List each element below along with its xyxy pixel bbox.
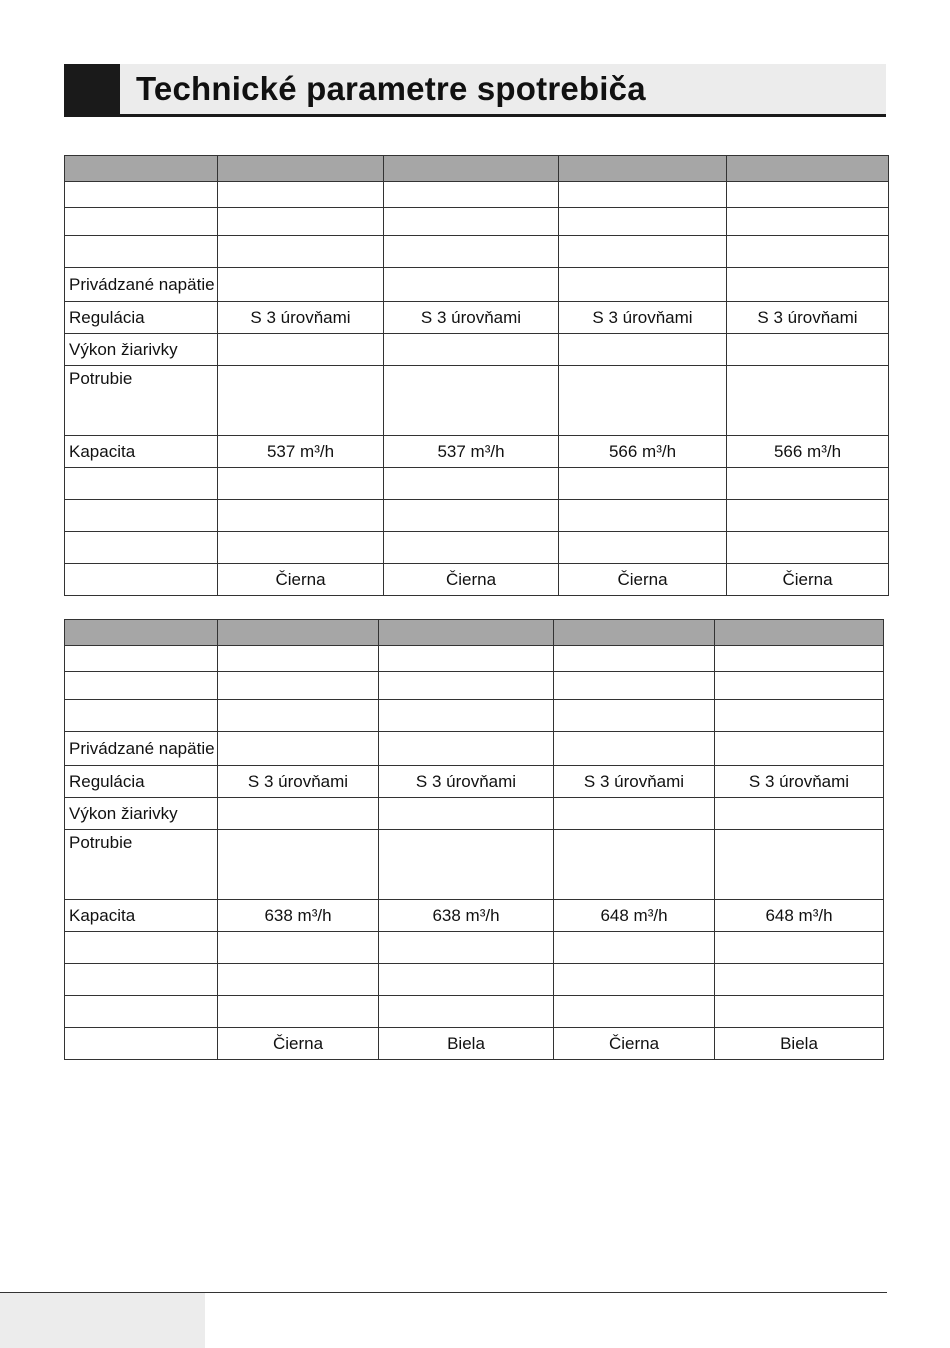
row-label [65, 182, 218, 208]
table-row [65, 468, 889, 500]
table-cell [218, 532, 384, 564]
table-cell: 648 m³/h [554, 900, 715, 932]
table-row [65, 334, 889, 366]
table-cell [379, 672, 554, 700]
table-cell [218, 366, 384, 436]
row-label [65, 468, 218, 500]
table-cell [715, 964, 884, 996]
table-cell: Biela [715, 1028, 884, 1060]
table-cell [218, 334, 384, 366]
table-cell [384, 182, 559, 208]
table-cell [727, 468, 889, 500]
table-cell [715, 672, 884, 700]
table-cell [554, 830, 715, 900]
table-cell: S 3 úrovňami [559, 302, 727, 334]
table-cell [559, 366, 727, 436]
table-cell: Čierna [559, 564, 727, 596]
table-cell [218, 672, 379, 700]
table-cell [727, 208, 889, 236]
table-cell [554, 964, 715, 996]
table-cell [554, 798, 715, 830]
table-cell [218, 268, 384, 302]
row-label [65, 996, 218, 1028]
table-cell [554, 732, 715, 766]
row-label [65, 964, 218, 996]
table-cell [554, 932, 715, 964]
table-cell [218, 236, 384, 268]
table-cell: 537 m³/h [384, 436, 559, 468]
table-cell: S 3 úrovňami [218, 766, 379, 798]
row-label [65, 208, 218, 236]
table-cell [384, 366, 559, 436]
table-row [65, 236, 889, 268]
row-label [65, 532, 218, 564]
table-cell: Biela [379, 1028, 554, 1060]
table-cell [727, 500, 889, 532]
header-cell [715, 620, 884, 646]
table-cell [218, 830, 379, 900]
table-cell: 566 m³/h [559, 436, 727, 468]
table-cell [379, 646, 554, 672]
footer-block [0, 1293, 205, 1348]
table-cell [559, 500, 727, 532]
table-row [65, 646, 884, 672]
table-cell [218, 468, 384, 500]
table-cell [715, 646, 884, 672]
header-cell [218, 620, 379, 646]
table-row [65, 672, 884, 700]
table-cell [727, 268, 889, 302]
table-cell [384, 500, 559, 532]
row-label: Kapacita [65, 436, 218, 468]
table-cell: 537 m³/h [218, 436, 384, 468]
table-cell: Čierna [218, 564, 384, 596]
table-cell [218, 732, 379, 766]
table-cell [727, 532, 889, 564]
table-cell [554, 646, 715, 672]
table-row [65, 182, 889, 208]
table-cell [715, 798, 884, 830]
row-label: Regulácia [65, 302, 218, 334]
table-cell [715, 732, 884, 766]
table-cell: S 3 úrovňami [384, 302, 559, 334]
table-cell [384, 268, 559, 302]
row-label [65, 672, 218, 700]
row-label: Kapacita [65, 900, 218, 932]
table-cell [218, 208, 384, 236]
table-cell [218, 182, 384, 208]
table-row [65, 766, 884, 798]
table-cell: 638 m³/h [379, 900, 554, 932]
table-cell [559, 182, 727, 208]
row-label [65, 700, 218, 732]
table-cell: Čierna [218, 1028, 379, 1060]
table-cell: S 3 úrovňami [727, 302, 889, 334]
table-cell: S 3 úrovňami [218, 302, 384, 334]
table-cell: 566 m³/h [727, 436, 889, 468]
table-cell [559, 532, 727, 564]
table-cell [379, 732, 554, 766]
table-cell [379, 830, 554, 900]
row-label: Výkon žiarivky [65, 798, 218, 830]
header-cell [218, 156, 384, 182]
header-cell [727, 156, 889, 182]
table-cell [218, 500, 384, 532]
row-label [65, 1028, 218, 1060]
row-label [65, 646, 218, 672]
title-block [64, 64, 120, 114]
table-cell [554, 672, 715, 700]
table-cell [379, 932, 554, 964]
table-header-row [65, 620, 884, 646]
row-label [65, 564, 218, 596]
table-row [65, 830, 884, 900]
table-cell [218, 798, 379, 830]
table-cell [384, 334, 559, 366]
table-cell [715, 700, 884, 732]
table-cell [559, 468, 727, 500]
table-cell [559, 208, 727, 236]
table-row [65, 302, 889, 334]
table-row [65, 564, 889, 596]
table-cell [384, 468, 559, 500]
table-cell [554, 700, 715, 732]
table-row [65, 996, 884, 1028]
row-label: Potrubie [65, 830, 218, 900]
row-label: Výkon žiarivky [65, 334, 218, 366]
table-row [65, 208, 889, 236]
header-cell [379, 620, 554, 646]
table-row [65, 932, 884, 964]
header-cell [65, 620, 218, 646]
table-cell [218, 646, 379, 672]
row-label: Regulácia [65, 766, 218, 798]
table-cell: S 3 úrovňami [554, 766, 715, 798]
table-cell: S 3 úrovňami [379, 766, 554, 798]
table-cell: Čierna [384, 564, 559, 596]
table-cell [379, 700, 554, 732]
table-cell [715, 932, 884, 964]
table-cell [218, 964, 379, 996]
table-cell [379, 798, 554, 830]
table-cell [554, 996, 715, 1028]
row-label: Privádzané napätie [65, 268, 218, 302]
table-cell: 648 m³/h [715, 900, 884, 932]
table-row [65, 268, 889, 302]
table-cell [384, 236, 559, 268]
spec-table-1 [64, 155, 889, 596]
table-row [65, 732, 884, 766]
table-cell [218, 996, 379, 1028]
table-row [65, 964, 884, 996]
table-cell [384, 208, 559, 236]
table-cell [727, 334, 889, 366]
table-cell [559, 268, 727, 302]
table-row [65, 366, 889, 436]
title-bar [64, 64, 886, 117]
table-cell [727, 236, 889, 268]
table-cell: S 3 úrovňami [715, 766, 884, 798]
page-title: Technické parametre spotrebiča [136, 70, 646, 107]
table-cell [715, 996, 884, 1028]
header-cell [554, 620, 715, 646]
table-cell [559, 334, 727, 366]
table-cell: Čierna [554, 1028, 715, 1060]
table-cell [727, 366, 889, 436]
table-cell [218, 932, 379, 964]
table-row [65, 500, 889, 532]
row-label: Privádzané napätie [65, 732, 218, 766]
header-cell [65, 156, 218, 182]
table-cell [727, 182, 889, 208]
table-cell [379, 996, 554, 1028]
table-cell [218, 700, 379, 732]
row-label [65, 500, 218, 532]
row-label [65, 236, 218, 268]
table-cell: Čierna [727, 564, 889, 596]
table-cell [715, 830, 884, 900]
table-row [65, 700, 884, 732]
table-header-row [65, 156, 889, 182]
table-row [65, 532, 889, 564]
table-cell [559, 236, 727, 268]
table-cell [384, 532, 559, 564]
header-cell [384, 156, 559, 182]
row-label [65, 932, 218, 964]
table-cell: 638 m³/h [218, 900, 379, 932]
table-row [65, 900, 884, 932]
table-row [65, 1028, 884, 1060]
table-row [65, 798, 884, 830]
table-cell [379, 964, 554, 996]
row-label: Potrubie [65, 366, 218, 436]
table-row [65, 436, 889, 468]
header-cell [559, 156, 727, 182]
spec-table-2 [64, 619, 884, 1060]
